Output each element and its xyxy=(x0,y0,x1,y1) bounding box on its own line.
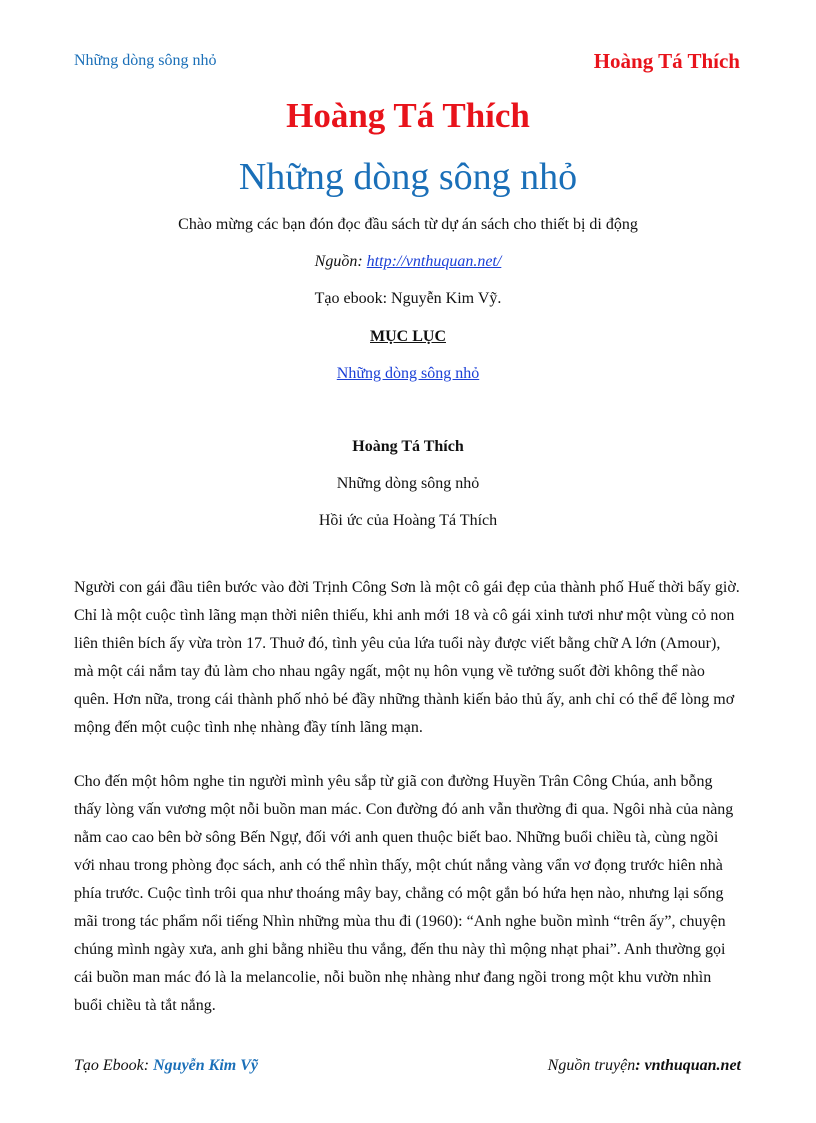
toc-heading: MỤC LỤC xyxy=(370,328,446,345)
toc-item-link[interactable]: Những dòng sông nhỏ xyxy=(336,365,480,382)
footer-creator xyxy=(74,1057,258,1075)
book-title: Những dòng sông nhỏ xyxy=(238,156,578,198)
footer-creator-name: Nguyễn Kim Vỹ xyxy=(153,1057,258,1074)
source-line xyxy=(0,253,816,271)
creator-line: Tạo ebook: Nguyễn Kim Vỹ. xyxy=(314,290,502,307)
book-author: Hoàng Tá Thích xyxy=(286,96,530,135)
section-author: Hoàng Tá Thích xyxy=(352,438,464,455)
header-author: Hoàng Tá Thích xyxy=(593,49,740,73)
footer-source-label: Nguồn truyện xyxy=(547,1057,636,1074)
welcome-text: Chào mừng các bạn đón đọc đầu sách từ dự án sách cho thiết bị di động xyxy=(178,216,638,233)
header-book-title: Những dòng sông nhỏ xyxy=(74,52,217,69)
footer-source-site: vnthuquan.net xyxy=(644,1057,741,1074)
section-subtitle: Hồi ức của Hoàng Tá Thích xyxy=(318,512,498,529)
footer-creator-label: Tạo Ebook xyxy=(74,1057,144,1074)
footer-source-sep: : xyxy=(635,1057,645,1074)
footer-creator-sep: : xyxy=(143,1057,154,1074)
body-paragraph: Cho đến một hôm nghe tin người mình yêu sắp từ giã con đường Huyền Trân Công Chúa, anh bỗng thấy lòng vấn vương một nỗi buồn man mác. Con đường đó anh vẫn thường đi qua. Ngôi nhà của nàng nằm cao cao bên bờ sông Bến Ngự, đối với anh quen thuộc biết bao. Những buổi chiều tà, cùng ngồi với nhau trong phòng đọc sách, anh có thể nhìn thấy, một chút nắng vàng vẩn vơ đọng trước hiên nhà phía trước. Cuộc tình trôi qua như thoáng mây bay, chẳng có một gắn bó hứa hẹn nào, nhưng lại sống mãi trong tác phẩm nổi tiếng Nhìn những mùa thu đi (1960): “Anh nghe buồn mình “trên ấy”, chuyện chúng mình ngày xưa, anh ghi bằng nhiều thu vắng, đến thu này thì mộng nhạt phai”. Anh thường gọi cái buồn man mác đó là la melancolie, nỗi buồn nhẹ nhàng như đang ngồi trong một khu vườn nhìn buổi chiều tà tắt nắng. xyxy=(74,773,734,1014)
footer-source xyxy=(548,1057,741,1075)
source-label: Nguồn: xyxy=(314,253,367,270)
source-link[interactable]: http://vnthuquan.net/ xyxy=(366,253,502,270)
section-title: Những dòng sông nhỏ xyxy=(336,475,480,492)
body-paragraph: Người con gái đầu tiên bước vào đời Trịnh Công Sơn là một cô gái đẹp của thành phố Huế thời bấy giờ. Chỉ là một cuộc tình lãng mạn thời niên thiếu, khi anh mới 18 và cô gái xinh tươi như một vùng cỏ non liên thiên bích ấy vừa tròn 17. Thuở đó, tình yêu của lứa tuổi này được viết bằng chữ A lớn (Amour), mà một cái nắm tay đủ làm cho nhau ngây ngất, một nụ hôn vụng về tưởng suốt đời không thể nào quên. Hơn nữa, trong cái thành phố nhỏ bé đầy những thành kiến bảo thủ ấy, anh chỉ có thể để lòng mơ mộng đến một cuộc tình nhẹ nhàng đầy tính lãng mạn. xyxy=(74,579,740,736)
